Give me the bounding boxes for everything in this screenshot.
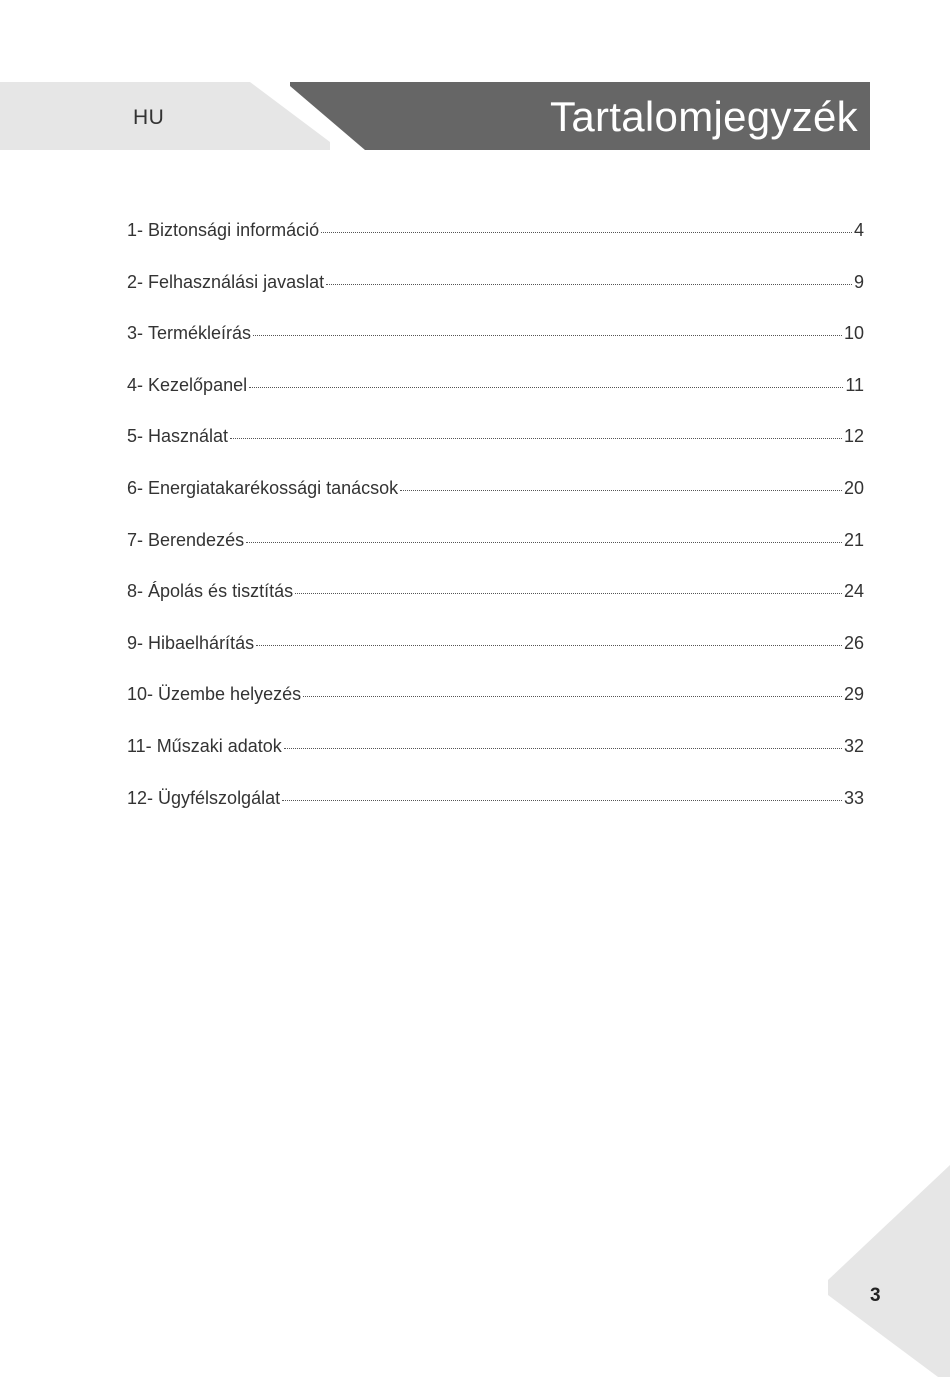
toc-entry-number: 6- bbox=[127, 477, 149, 498]
language-code: HU bbox=[133, 106, 165, 129]
toc-entry[interactable] bbox=[127, 530, 864, 582]
toc-entry-number: 3- bbox=[127, 323, 149, 344]
toc-entry-number: 1- bbox=[127, 220, 149, 240]
toc-entry-title: Használat bbox=[148, 426, 229, 447]
page-title: Tartalomjegyzék bbox=[550, 93, 858, 140]
toc-entry-title: Hibaelhárítás bbox=[148, 632, 255, 653]
dot-leader bbox=[400, 490, 842, 491]
corner-decoration bbox=[828, 1165, 950, 1377]
toc-entry[interactable] bbox=[127, 375, 864, 427]
page-number: 3 bbox=[870, 1285, 881, 1306]
toc-entry-page: 12 bbox=[843, 426, 864, 447]
toc-entry-title: Ügyfélszolgálat bbox=[158, 787, 281, 808]
toc-entry-page: 26 bbox=[843, 632, 864, 653]
dot-leader bbox=[253, 335, 842, 336]
toc-entry-title: Üzembe helyezés bbox=[158, 684, 302, 705]
toc-entry-title: Biztonsági információ bbox=[148, 220, 320, 240]
toc-entry[interactable] bbox=[127, 220, 864, 272]
toc-entry[interactable] bbox=[127, 323, 864, 375]
toc-entry-page: 33 bbox=[843, 787, 864, 808]
toc-entry-page: 29 bbox=[843, 684, 864, 705]
toc-entry-number: 11- bbox=[127, 735, 157, 756]
toc-entry[interactable] bbox=[127, 633, 864, 685]
toc-entry-page: 10 bbox=[843, 323, 864, 344]
toc-entry-page: 21 bbox=[843, 529, 864, 550]
toc-entry[interactable] bbox=[127, 478, 864, 530]
table-of-contents bbox=[127, 220, 864, 839]
toc-entry-title: Energiatakarékossági tanácsok bbox=[148, 477, 399, 498]
toc-entry-page: 9 bbox=[853, 271, 864, 292]
toc-entry[interactable] bbox=[127, 736, 864, 788]
dot-leader bbox=[326, 284, 852, 285]
dot-leader bbox=[284, 748, 842, 749]
toc-entry-number: 7- bbox=[127, 529, 149, 550]
toc-entry-page: 4 bbox=[853, 220, 864, 240]
toc-entry-page: 20 bbox=[843, 477, 864, 498]
dot-leader bbox=[282, 800, 842, 801]
toc-entry-title: Kezelőpanel bbox=[148, 374, 248, 395]
dot-leader bbox=[295, 593, 842, 594]
toc-entry-number: 12- bbox=[127, 787, 159, 808]
toc-entry-number: 9- bbox=[127, 632, 149, 653]
toc-entry-number: 2- bbox=[127, 271, 149, 292]
toc-entry-page: 24 bbox=[843, 581, 864, 602]
toc-entry-title: Műszaki adatok bbox=[156, 735, 282, 756]
header-language-tab bbox=[0, 82, 330, 150]
toc-entry-number: 4- bbox=[127, 374, 149, 395]
dot-leader bbox=[246, 542, 842, 543]
dot-leader bbox=[321, 232, 852, 233]
toc-entry-title: Termékleírás bbox=[148, 323, 252, 344]
dot-leader bbox=[256, 645, 842, 646]
toc-entry-number: 10- bbox=[127, 684, 159, 705]
dot-leader bbox=[303, 696, 842, 697]
dot-leader bbox=[249, 387, 843, 388]
toc-entry-title: Felhasználási javaslat bbox=[148, 271, 325, 292]
dot-leader bbox=[230, 438, 842, 439]
toc-entry-number: 5- bbox=[127, 426, 149, 447]
toc-entry[interactable] bbox=[127, 684, 864, 736]
toc-entry-title: Berendezés bbox=[148, 529, 245, 550]
toc-entry-page: 32 bbox=[843, 735, 864, 756]
toc-entry[interactable] bbox=[127, 788, 864, 840]
toc-entry-page: 11 bbox=[845, 374, 864, 395]
toc-entry-number: 8- bbox=[127, 581, 149, 602]
toc-entry[interactable] bbox=[127, 272, 864, 324]
toc-entry[interactable] bbox=[127, 426, 864, 478]
toc-entry[interactable] bbox=[127, 581, 864, 633]
toc-entry-title: Ápolás és tisztítás bbox=[148, 581, 294, 602]
